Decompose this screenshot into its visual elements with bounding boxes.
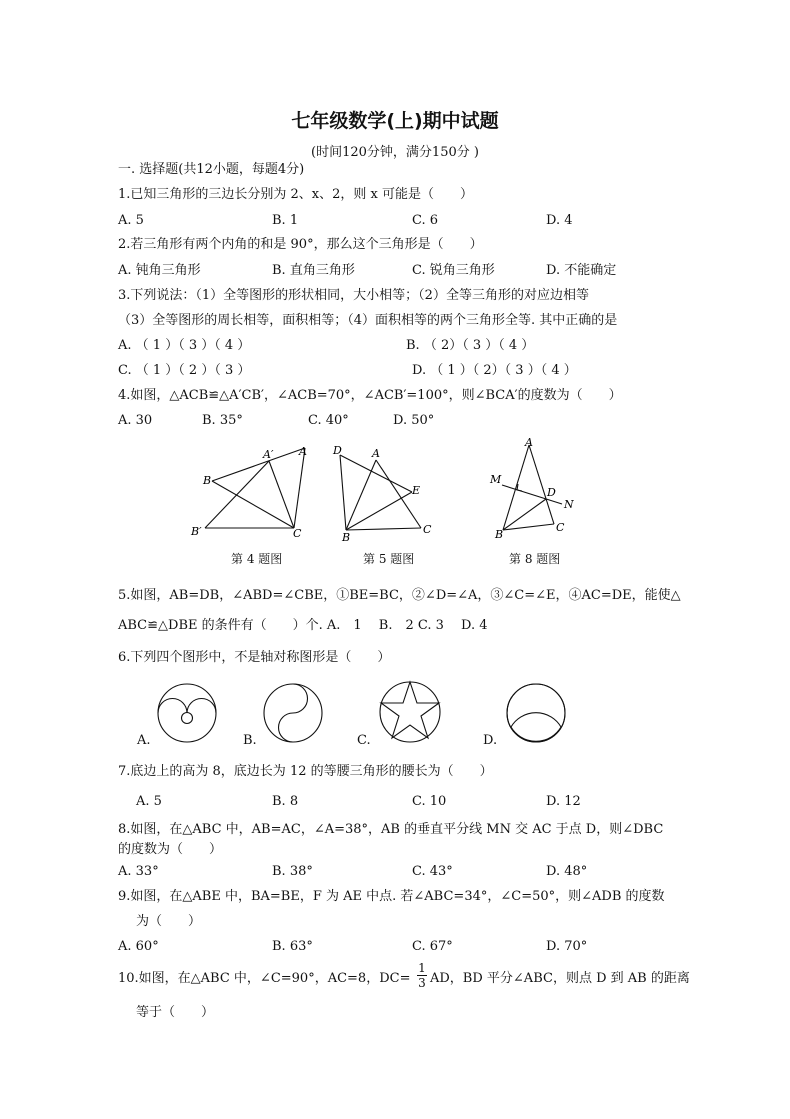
q4-option-a: A. 30 — [118, 413, 153, 428]
q10-stem-part1: 10.如图，在△ABC 中，∠C=90°，AC=8，DC= — [118, 971, 411, 986]
figure-5 — [328, 440, 438, 545]
fig8-label-c: C — [556, 521, 565, 534]
q9-option-a: A. 60° — [118, 939, 159, 954]
q9-option-c: C. 67° — [412, 939, 453, 954]
q3-stem-line2: （3）全等图形的周长相等，面积相等；（4）面积相等的两个三角形全等. 其中正确的是 — [118, 313, 618, 328]
q3-stem-line1: 3.下列说法：（1）全等图形的形状相同，大小相等；（2）全等三角形的对应边相等 — [118, 288, 589, 303]
fig4-label-b: B — [203, 474, 212, 487]
fig8-caption: 第 8 题图 — [509, 552, 561, 566]
page-title: 七年级数学(上)期中试题 — [291, 110, 499, 132]
q7-option-b: B. 8 — [272, 794, 299, 809]
q3-option-b: B. （ 2）（ 3 ）（ 4 ） — [406, 338, 535, 353]
q8-option-a: A. 33° — [118, 864, 159, 879]
fig8-label-a: A — [525, 436, 533, 449]
fig5-label-a: A — [372, 447, 380, 460]
q8-stem-line1: 8.如图，在△ABC 中，AB=AC，∠A=38°，AB 的垂直平分线 MN 交 AC 于点 D，则∠DBC — [118, 822, 664, 837]
fig4-edge-ac — [294, 448, 305, 528]
q10-stem-part2: AD，BD 平分∠ABC，则点 D 到 AB 的距离 — [430, 971, 690, 986]
fig5-label-c: C — [423, 523, 432, 536]
q8-option-d: D. 48° — [546, 864, 588, 879]
q8-option-b: B. 38° — [272, 864, 313, 879]
q4-option-d: D. 50° — [393, 413, 435, 428]
q1-option-d: D. 4 — [546, 213, 573, 228]
fig5-edge-be — [346, 492, 412, 530]
fig4-label-b1: B′ — [191, 525, 202, 538]
q6-option-b: B. — [243, 733, 257, 748]
q8-stem-line2: 的度数为（ ） — [118, 842, 223, 857]
q1-option-a: A. 5 — [118, 213, 144, 228]
fig4-edge-a1b1 — [205, 461, 269, 528]
q6-figure-c — [378, 680, 442, 744]
q2-option-b: B. 直角三角形 — [272, 263, 355, 278]
page-subtitle: (时间120分钟，满分150分 ) — [311, 145, 479, 160]
fig4-label-a: A — [299, 445, 307, 458]
q3-option-d: D. （ 1 ）（ 2）（ 3 ）（ 4 ） — [412, 363, 577, 378]
q1-option-b: B. 1 — [272, 213, 299, 228]
q7-option-c: C. 10 — [412, 794, 447, 809]
fig5-label-b: B — [342, 531, 351, 544]
fig8-label-d: D — [547, 486, 556, 499]
fig8-edge-ab — [503, 445, 529, 530]
q1-stem: 1.已知三角形的三边长分别为 2、x、2，则 x 可能是（ ） — [118, 187, 474, 202]
q9-stem-line2: 为（ ） — [136, 914, 202, 929]
q7-option-d: D. 12 — [546, 794, 581, 809]
fig8-edge-ac — [529, 445, 554, 524]
q6-figure-b — [262, 682, 324, 744]
q10-fraction-numerator: 1 — [418, 961, 426, 975]
fig4-edge-a1c — [269, 461, 294, 528]
fig8-label-m: M — [490, 473, 502, 486]
fig4-edge-bc — [212, 481, 294, 528]
q9-option-b: B. 63° — [272, 939, 313, 954]
fig4-label-a1: A′ — [263, 448, 274, 461]
q6-option-c: C. — [357, 733, 371, 748]
q2-option-c: C. 锐角三角形 — [412, 263, 495, 278]
section-heading: 一. 选择题(共12小题，每题4分) — [118, 162, 305, 177]
q10-stem-line2: 等于（ ） — [136, 1005, 215, 1020]
q9-stem-line1: 9.如图，在△ABE 中，BA=BE，F 为 AE 中点. 若∠ABC=34°，∠C=50°，则∠ADB 的度数 — [118, 889, 665, 904]
q1-option-c: C. 6 — [412, 213, 439, 228]
q10-fraction — [417, 962, 427, 989]
q6-option-d: D. — [483, 733, 498, 748]
q8-option-c: C. 43° — [412, 864, 453, 879]
q6-figure-a — [156, 682, 218, 744]
q4-option-c: C. 40° — [308, 413, 349, 428]
fig5-label-e: E — [412, 484, 421, 497]
q9-option-d: D. 70° — [546, 939, 588, 954]
q5-stem-line2: ABC≌△DBE 的条件有（ ）个. A. 1 B. 2 C. 3 D. 4 — [118, 618, 488, 633]
q6-option-a: A. — [137, 733, 151, 748]
fig5-label-d: D — [333, 444, 342, 457]
q4-option-b: B. 35° — [202, 413, 243, 428]
fig5-edge-db — [340, 455, 346, 530]
q2-stem: 2.若三角形有两个内角的和是 90°，那么这个三角形是（ ） — [118, 237, 483, 252]
q3-option-a: A. （ 1 ）（ 3 ）（ 4 ） — [118, 338, 251, 353]
figure-8 — [485, 435, 590, 545]
q4-stem: 4.如图，△ACB≌△A′CB′，∠ACB=70°，∠ACB′=100°，则∠BCA′的度数为（ ） — [118, 388, 622, 403]
fig8-label-n: N — [564, 498, 574, 511]
q7-stem: 7.底边上的高为 8，底边长为 12 的等腰三角形的腰长为（ ） — [118, 764, 493, 779]
fig5-edge-ab — [346, 460, 376, 530]
figure-4 — [185, 440, 320, 545]
q6-figure-d — [505, 682, 567, 744]
fig4-label-c: C — [293, 527, 302, 540]
fig4-caption: 第 4 题图 — [231, 552, 283, 566]
q10-fraction-denominator: 3 — [418, 976, 426, 990]
q7-option-a: A. 5 — [136, 794, 162, 809]
q2-option-d: D. 不能确定 — [546, 263, 617, 278]
fig4-edge-ab — [212, 448, 305, 481]
q3-option-c: C. （ 1 ）（ 2 ）（ 3 ） — [118, 363, 251, 378]
q6-stem: 6.下列四个图形中，不是轴对称图形是（ ） — [118, 650, 391, 665]
fig5-caption: 第 5 题图 — [363, 552, 415, 566]
q5-stem-line1: 5.如图，AB=DB，∠ABD=∠CBE，①BE=BC，②∠D=∠A，③∠C=∠E，④AC=DE，能使△ — [118, 588, 681, 603]
fig8-label-b: B — [495, 528, 504, 541]
q2-option-a: A. 钝角三角形 — [118, 263, 201, 278]
fig8-right-angle-mark — [517, 484, 522, 491]
fig5-edge-bc — [346, 528, 421, 530]
